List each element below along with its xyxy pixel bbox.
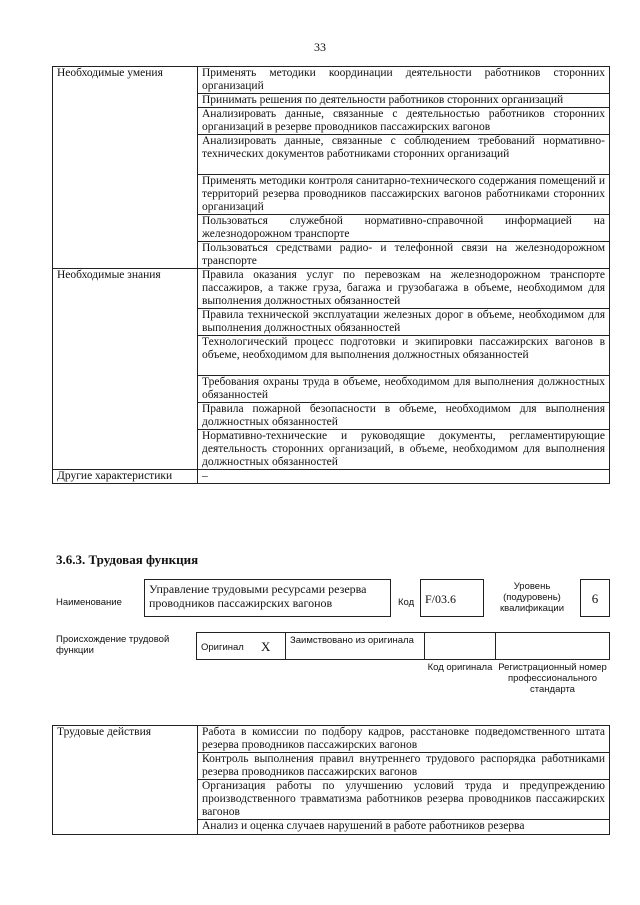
skill-item: Принимать решения по деятельности работников сторонних организаций: [198, 94, 610, 108]
original-mark: X: [261, 639, 271, 654]
other-label: Другие характеристики: [53, 470, 198, 484]
skill-item: Анализировать данные, связанные с деятельностью работников сторонних организаций в резерве проводников пассажирских вагонов: [198, 108, 610, 135]
skill-item: Анализировать данные, связанные с соблюдением требований нормативно-технических документов работниками сторонних организаций: [198, 135, 610, 175]
original-cell: [196, 632, 286, 660]
knowledge-item: Правила оказания услуг по перевозкам на железнодорожном транспорте пассажиров, а также груза, багажа и грузобагажа в объеме, необходимом для выполнения должностных обязанностей: [198, 269, 610, 309]
actions-table: [52, 725, 610, 835]
level-label: Уровень (подуровень) квалификации: [499, 581, 565, 614]
action-item: Организация работы по улучшению условий труда и предупреждению производственного травматизма работников резерва проводников пассажирских вагонов: [198, 780, 610, 820]
knowledge-item: Технологический процесс подготовки и экипировки пассажирских вагонов в объеме, необходимом для выполнения должностных обязанностей: [198, 336, 610, 376]
knowledge-item: Правила технической эксплуатации железных дорог в объеме, необходимом для выполнения должностных обязанностей: [198, 309, 610, 336]
actions-label: Трудовые действия: [53, 726, 198, 835]
table-row: [53, 470, 610, 484]
knowledge-item: Правила пожарной безопасности в объеме, необходимом для выполнения должностных обязанностей: [198, 403, 610, 430]
borrowed-cell: [285, 632, 425, 660]
action-item: Анализ и оценка случаев нарушений в работе работников резерва: [198, 820, 610, 835]
action-item: Работа в комиссии по подбору кадров, расстановке подведомственного штата резерва проводников пассажирских вагонов: [198, 726, 610, 753]
knowledge-item: Нормативно-технические и руководящие документы, регламентирующие деятельность сторонних организаций, в объеме, необходимом для выполнения должностных обязанностей: [198, 430, 610, 470]
action-item: Контроль выполнения правил внутреннего трудового распорядка работниками резерва проводников пассажирских вагонов: [198, 753, 610, 780]
skills-label: Необходимые умения: [53, 67, 198, 269]
reg-number-label: Регистрационный номер профессионального стандарта: [498, 662, 607, 695]
skill-item: Применять методики контроля санитарно-технического содержания помещений и территорий резерва проводников пассажирских вагонов работниками сторонних организаций: [198, 175, 610, 215]
origin-label: Происхождение трудовой функции: [56, 634, 170, 656]
skill-item: Пользоваться средствами радио- и телефонной связи на железнодорожном транспорте: [198, 242, 610, 269]
section-title: 3.6.3. Трудовая функция: [56, 552, 199, 567]
code-original-cell: [424, 632, 496, 660]
table-row: [53, 726, 610, 753]
table-row: [53, 269, 610, 309]
knowledge-label: Необходимые знания: [53, 269, 198, 470]
function-name-box: Управление трудовыми ресурсами резерва проводников пассажирских вагонов: [144, 579, 391, 617]
skill-item: Применять методики координации деятельности работников сторонних организаций: [198, 67, 610, 94]
requirements-table: [52, 66, 610, 484]
knowledge-item: Требования охраны труда в объеме, необходимом для выполнения должностных обязанностей: [198, 376, 610, 403]
code-original-label: Код оригинала: [427, 662, 493, 673]
page-number: 33: [314, 40, 326, 54]
original-label: Оригинал: [201, 642, 244, 653]
reg-number-cell: [495, 632, 610, 660]
borrowed-label: Заимствовано из оригинала: [290, 635, 414, 646]
name-label: Наименование: [56, 597, 122, 608]
code-label: Код: [398, 597, 415, 608]
level-box: 6: [580, 579, 610, 617]
code-box: F/03.6: [420, 579, 484, 617]
other-value: –: [198, 470, 610, 484]
skill-item: Пользоваться служебной нормативно-справочной информацией на железнодорожном транспорте: [198, 215, 610, 242]
table-row: [53, 67, 610, 94]
